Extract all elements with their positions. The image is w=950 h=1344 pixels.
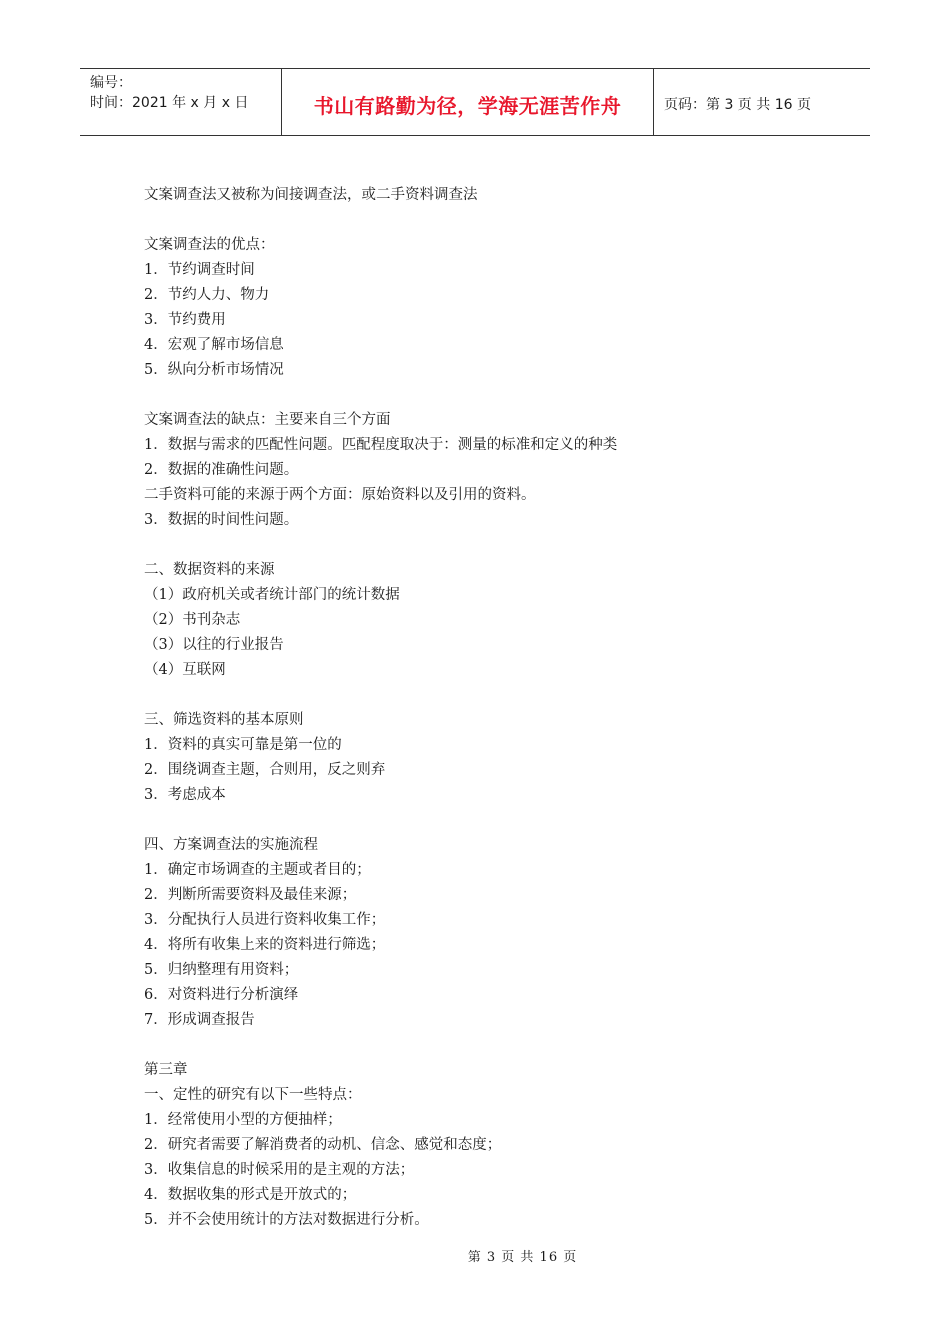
body-line: 2．数据的准确性问题。 — [144, 462, 299, 478]
body-line: 3．节约费用 — [144, 312, 226, 328]
body-line: 四、方案调查法的实施流程 — [144, 837, 318, 853]
header-motto: 书山有路勤为径，学海无涯苦作舟 — [282, 69, 654, 135]
body-line: 1．资料的真实可靠是第一位的 — [144, 737, 342, 753]
body-line: 1．节约调查时间 — [144, 262, 255, 278]
blank-line — [144, 683, 764, 708]
blank-line — [144, 533, 764, 558]
body-line: 5．归纳整理有用资料； — [144, 962, 299, 978]
body-line: 三、筛选资料的基本原则 — [144, 712, 304, 728]
body-line: 1．确定市场调查的主题或者目的； — [144, 862, 371, 878]
body-line: 5．并不会使用统计的方法对数据进行分析。 — [144, 1212, 429, 1228]
page-header — [80, 68, 870, 136]
body-line: 6．对资料进行分析演绎 — [144, 987, 299, 1003]
footer-page-number: 第 3 页 共 16 页 — [467, 1250, 578, 1265]
blank-line — [144, 208, 764, 233]
body-line: 2．判断所需要资料及最佳来源； — [144, 887, 357, 903]
body-line: 2．研究者需要了解消费者的动机、信念、感觉和态度； — [144, 1137, 502, 1153]
document-date: 时间：2021 年 x 月 x 日 — [90, 95, 249, 111]
document-number-label: 编号： — [90, 75, 132, 91]
body-line: 一、定性的研究有以下一些特点： — [144, 1087, 362, 1103]
header-meta — [80, 69, 282, 135]
body-line: 1．经常使用小型的方便抽样； — [144, 1112, 342, 1128]
body-line: 1．数据与需求的匹配性问题。匹配程度取决于：测量的标准和定义的种类 — [144, 437, 618, 453]
body-line: 3．数据的时间性问题。 — [144, 512, 299, 528]
page-footer — [0, 1246, 950, 1265]
blank-line — [144, 808, 764, 833]
body-line: 3．分配执行人员进行资料收集工作； — [144, 912, 386, 928]
body-line: 5．纵向分析市场情况 — [144, 362, 284, 378]
body-line: 3．收集信息的时候采用的是主观的方法； — [144, 1162, 415, 1178]
body-line: （1）政府机关或者统计部门的统计数据 — [144, 587, 400, 603]
body-line: 二手资料可能的来源于两个方面：原始资料以及引用的资料。 — [144, 487, 536, 503]
document-body — [144, 183, 764, 1233]
body-line: 4．将所有收集上来的资料进行筛选； — [144, 937, 386, 953]
body-line: 4．数据收集的形式是开放式的； — [144, 1187, 357, 1203]
header-page-code: 页码：第 3 页 共 16 页 — [664, 97, 811, 113]
body-line: （4）互联网 — [144, 662, 226, 678]
body-line: 第三章 — [144, 1062, 188, 1078]
body-line: 文案调查法又被称为间接调查法，或二手资料调查法 — [144, 187, 478, 203]
body-line: 3．考虑成本 — [144, 787, 226, 803]
body-line: 二、数据资料的来源 — [144, 562, 275, 578]
body-line: 文案调查法的优点： — [144, 237, 275, 253]
body-line: （2）书刊杂志 — [144, 612, 241, 628]
blank-line — [144, 1033, 764, 1058]
body-line: 4．宏观了解市场信息 — [144, 337, 284, 353]
blank-line — [144, 383, 764, 408]
body-line: 2．节约人力、物力 — [144, 287, 270, 303]
body-line: 2．围绕调查主题，合则用，反之则弃 — [144, 762, 386, 778]
body-line: 文案调查法的缺点：主要来自三个方面 — [144, 412, 391, 428]
body-line: （3）以往的行业报告 — [144, 637, 284, 653]
body-line: 7．形成调查报告 — [144, 1012, 255, 1028]
